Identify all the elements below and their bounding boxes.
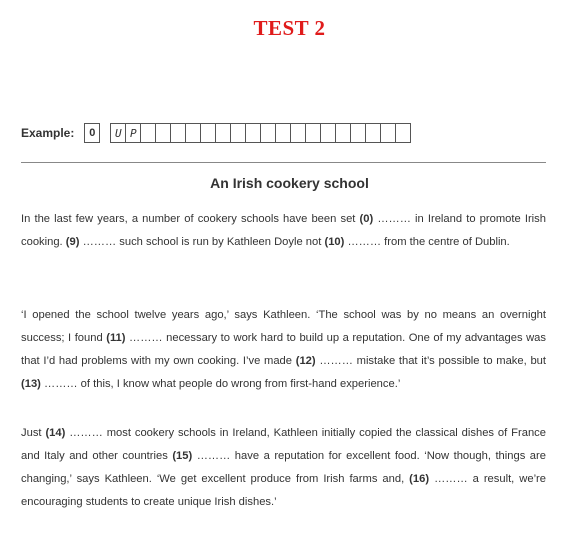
text-segment: Just bbox=[21, 427, 46, 439]
answer-cell bbox=[260, 123, 276, 143]
answer-cell bbox=[305, 123, 321, 143]
gap-number: (0) bbox=[359, 213, 374, 225]
answer-cell: P bbox=[125, 123, 141, 143]
text-segment: ……… from the centre of Dublin. bbox=[344, 236, 510, 248]
answer-cell bbox=[350, 123, 366, 143]
answer-cell bbox=[245, 123, 261, 143]
example-row bbox=[21, 122, 411, 144]
gap-number: (11) bbox=[106, 332, 126, 344]
example-label: Example: bbox=[21, 126, 75, 140]
text-segment: ……… a result, we’re encouraging students to create unique Irish dishes.’ bbox=[21, 473, 547, 508]
answer-cell bbox=[155, 123, 171, 143]
answer-cell bbox=[380, 123, 396, 143]
answer-cell bbox=[230, 123, 246, 143]
text-segment: ……… in Ireland to promote Irish cooking. bbox=[21, 213, 546, 248]
paragraph-3 bbox=[21, 422, 546, 514]
text-segment: ……… of this, I know what people do wrong from first-hand experience.’ bbox=[40, 378, 401, 390]
gap-number: (16) bbox=[409, 473, 430, 485]
gap-number: (15) bbox=[172, 450, 193, 462]
answer-cell bbox=[140, 123, 156, 143]
text-segment: ……… have a reputation for excellent food. ‘Now though, things are changing,’ says Kathleen. ‘We get excellent produce from Irish farms and, bbox=[21, 450, 546, 485]
article-title: An Irish cookery school bbox=[210, 175, 369, 191]
answer-cell bbox=[320, 123, 336, 143]
paragraph-1 bbox=[21, 208, 546, 254]
answer-grid bbox=[110, 123, 411, 143]
answer-cell bbox=[170, 123, 186, 143]
answer-cell bbox=[200, 123, 216, 143]
answer-cell bbox=[335, 123, 351, 143]
answer-cell bbox=[275, 123, 291, 143]
test-title: TEST 2 bbox=[253, 16, 326, 40]
divider bbox=[21, 162, 546, 163]
text-segment: ……… such school is run by Kathleen Doyle not bbox=[79, 236, 325, 248]
answer-cell bbox=[365, 123, 381, 143]
text-segment: In the last few years, a number of cookery schools have been set bbox=[21, 213, 360, 225]
answer-cell bbox=[290, 123, 306, 143]
text-segment: ……… most cookery schools in Ireland, Kathleen initially copied the classical dishes of France and Italy and other countries bbox=[21, 427, 546, 462]
answer-cell: U bbox=[110, 123, 126, 143]
gap-number: (10) bbox=[324, 236, 345, 248]
gap-number: (12) bbox=[295, 355, 316, 367]
answer-cell bbox=[395, 123, 411, 143]
answer-cell bbox=[215, 123, 231, 143]
paragraph-2 bbox=[21, 304, 546, 396]
text-segment: ……… mistake that it’s possible to make, but bbox=[315, 355, 546, 367]
text-segment: ‘I opened the school twelve years ago,’ says Kathleen. ‘The school was by no means an overnight success; I found bbox=[21, 309, 546, 344]
text-segment: ……… necessary to work hard to build up a reputation. One of my advantages was that I’d had problems with my own cooking. I’ve made bbox=[21, 332, 546, 367]
gap-number: (13) bbox=[21, 378, 41, 390]
answer-cell bbox=[185, 123, 201, 143]
example-number-box: 0 bbox=[84, 123, 100, 143]
gap-number: (14) bbox=[45, 427, 66, 439]
gap-number: (9) bbox=[65, 236, 80, 248]
